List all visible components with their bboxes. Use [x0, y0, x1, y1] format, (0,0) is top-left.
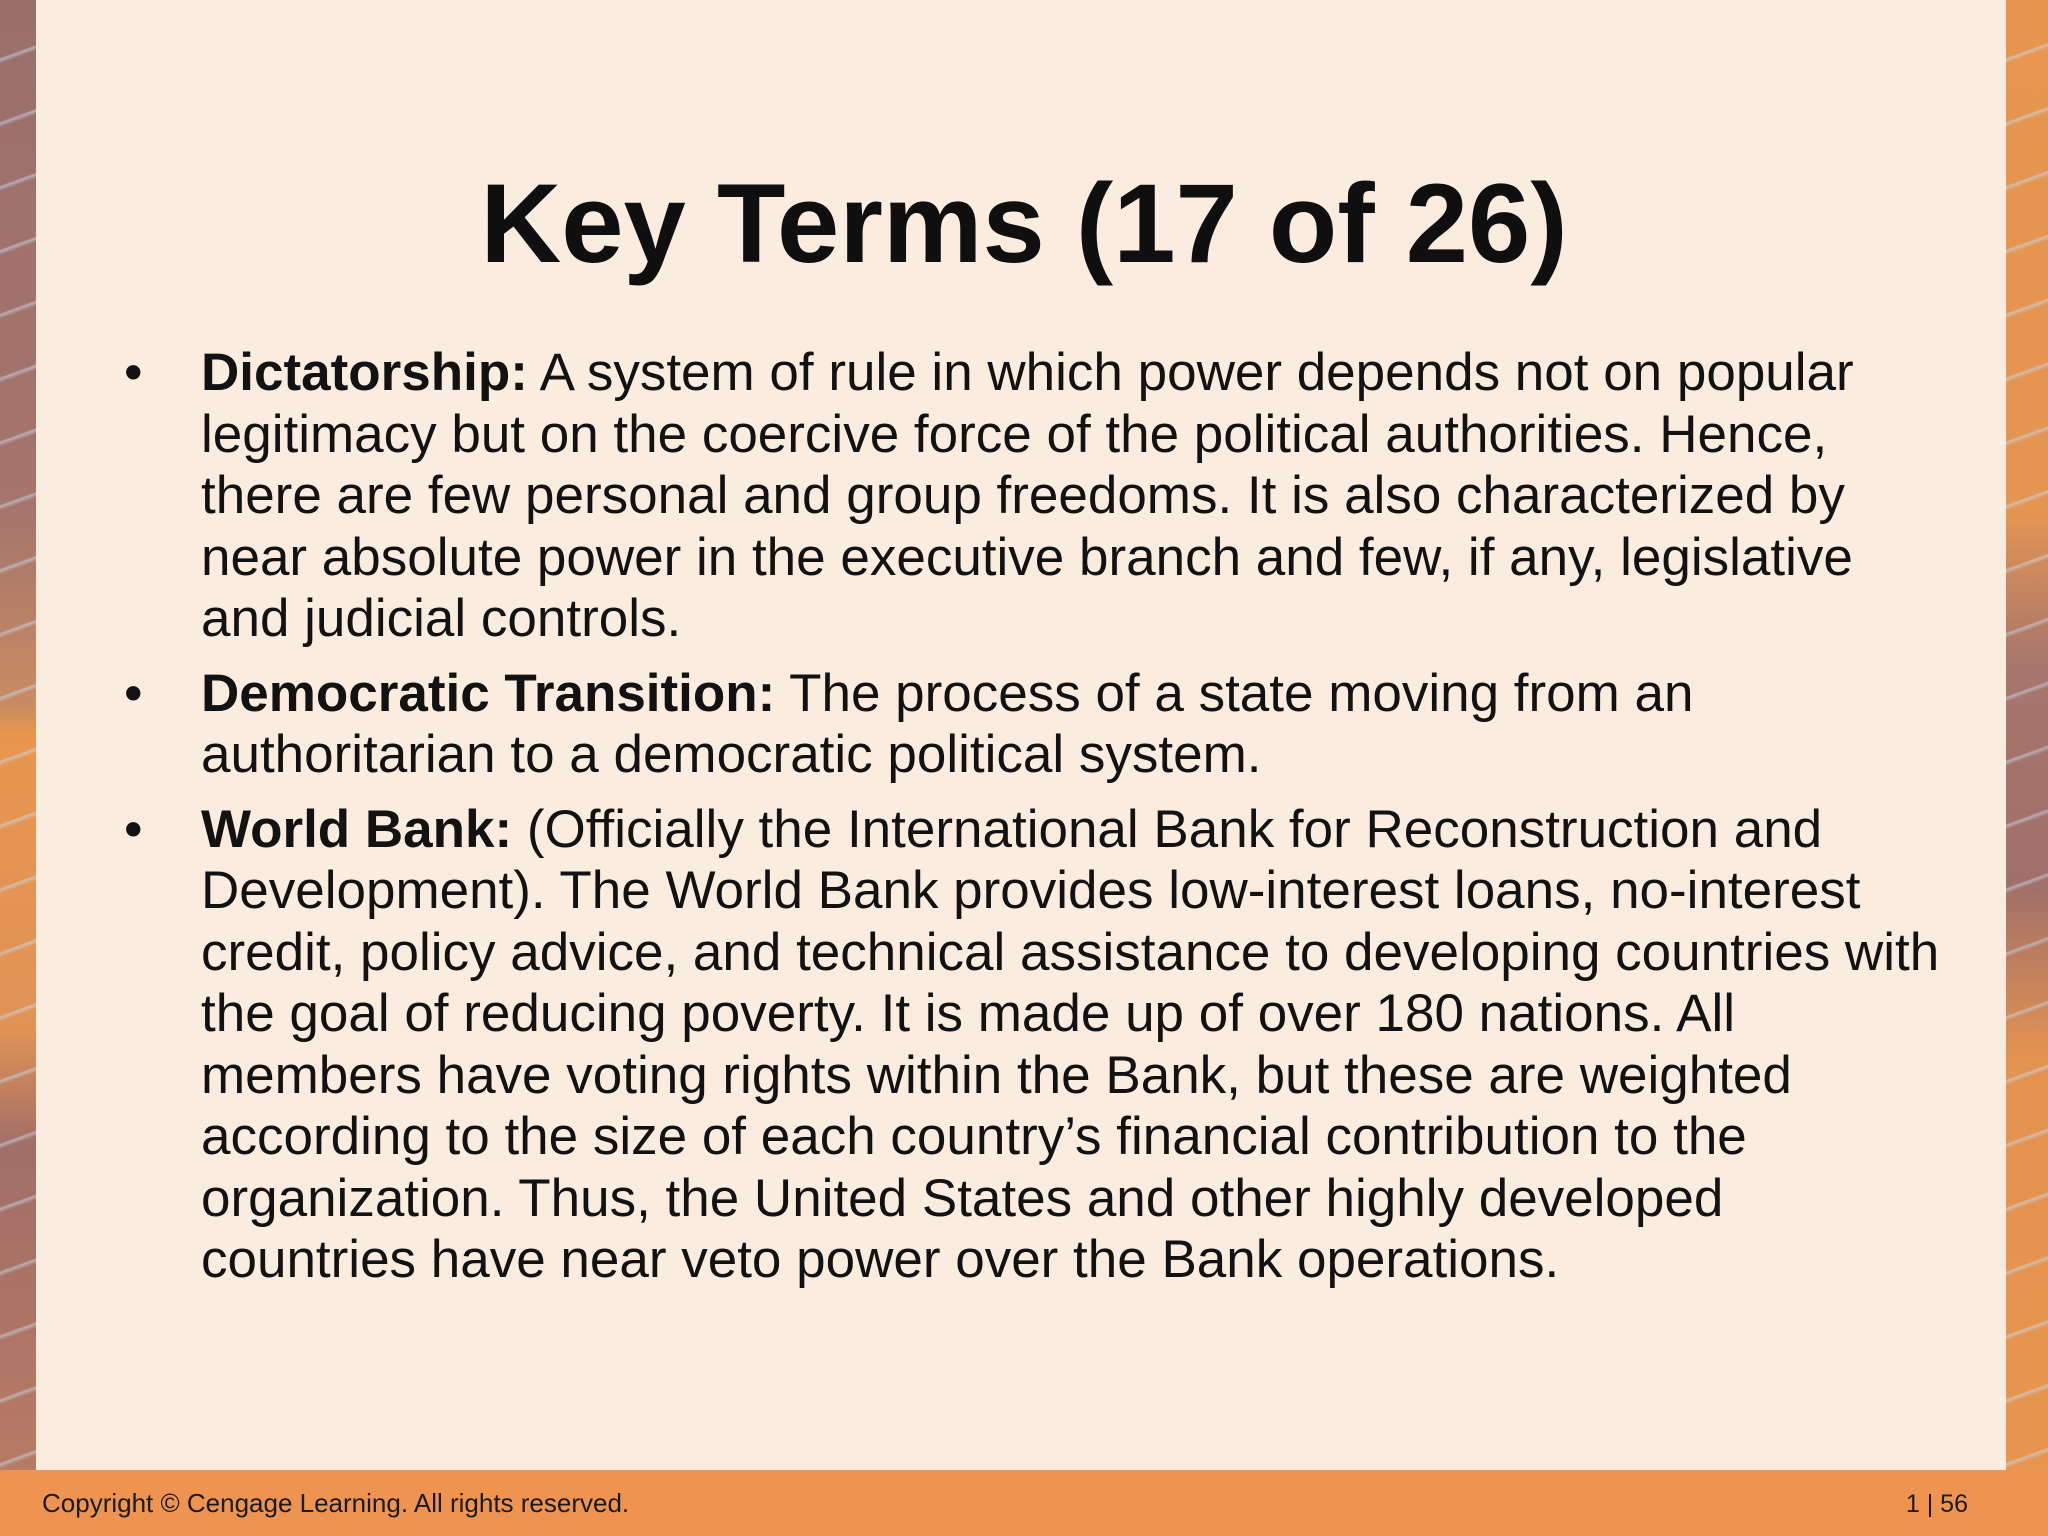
- term-name: Dictatorship:: [201, 343, 528, 402]
- term-name: World Bank:: [201, 799, 513, 859]
- footer-bar: [0, 1470, 2048, 1536]
- page-number: 1 | 56: [1905, 1490, 1968, 1518]
- term-dictatorship: [120, 342, 1940, 650]
- bullet-icon: •: [124, 799, 143, 859]
- term-definition: A system of rule in which power depends not on popular legitimacy but on the coercive force of the political authorities. Hence, there are few personal and group freedoms. It is also characterized by near absolute power in the executive branch and few, if any, legislative and judicial controls.: [201, 343, 1854, 648]
- bullet-icon: •: [124, 343, 143, 402]
- term-name: Democratic Transition:: [201, 663, 776, 723]
- key-terms-list: [120, 342, 1940, 1304]
- slide-title: Key Terms (17 of 26): [480, 161, 1568, 287]
- term-definition: The process of a state moving from an authoritarian to a democratic political system.: [201, 663, 1694, 784]
- term-democratic-transition: [120, 663, 1940, 786]
- term-world-bank: [120, 799, 1940, 1291]
- term-definition: (Officially the International Bank for Reconstruction and Development). The World Bank provides low-interest loans, no-interest credit, policy advice, and technical assistance to developing countries with the goal of reducing poverty. It is made up of over 180 nations. All members have voting rights within the Bank, but these are weighted according to the size of each country’s financial contribution to the organization. Thus, the United States and other highly developed countries have near veto power over the Bank operations.: [201, 799, 1940, 1289]
- bullet-icon: •: [124, 663, 143, 723]
- copyright-notice: Copyright © Cengage Learning. All rights reserved.: [42, 1488, 630, 1518]
